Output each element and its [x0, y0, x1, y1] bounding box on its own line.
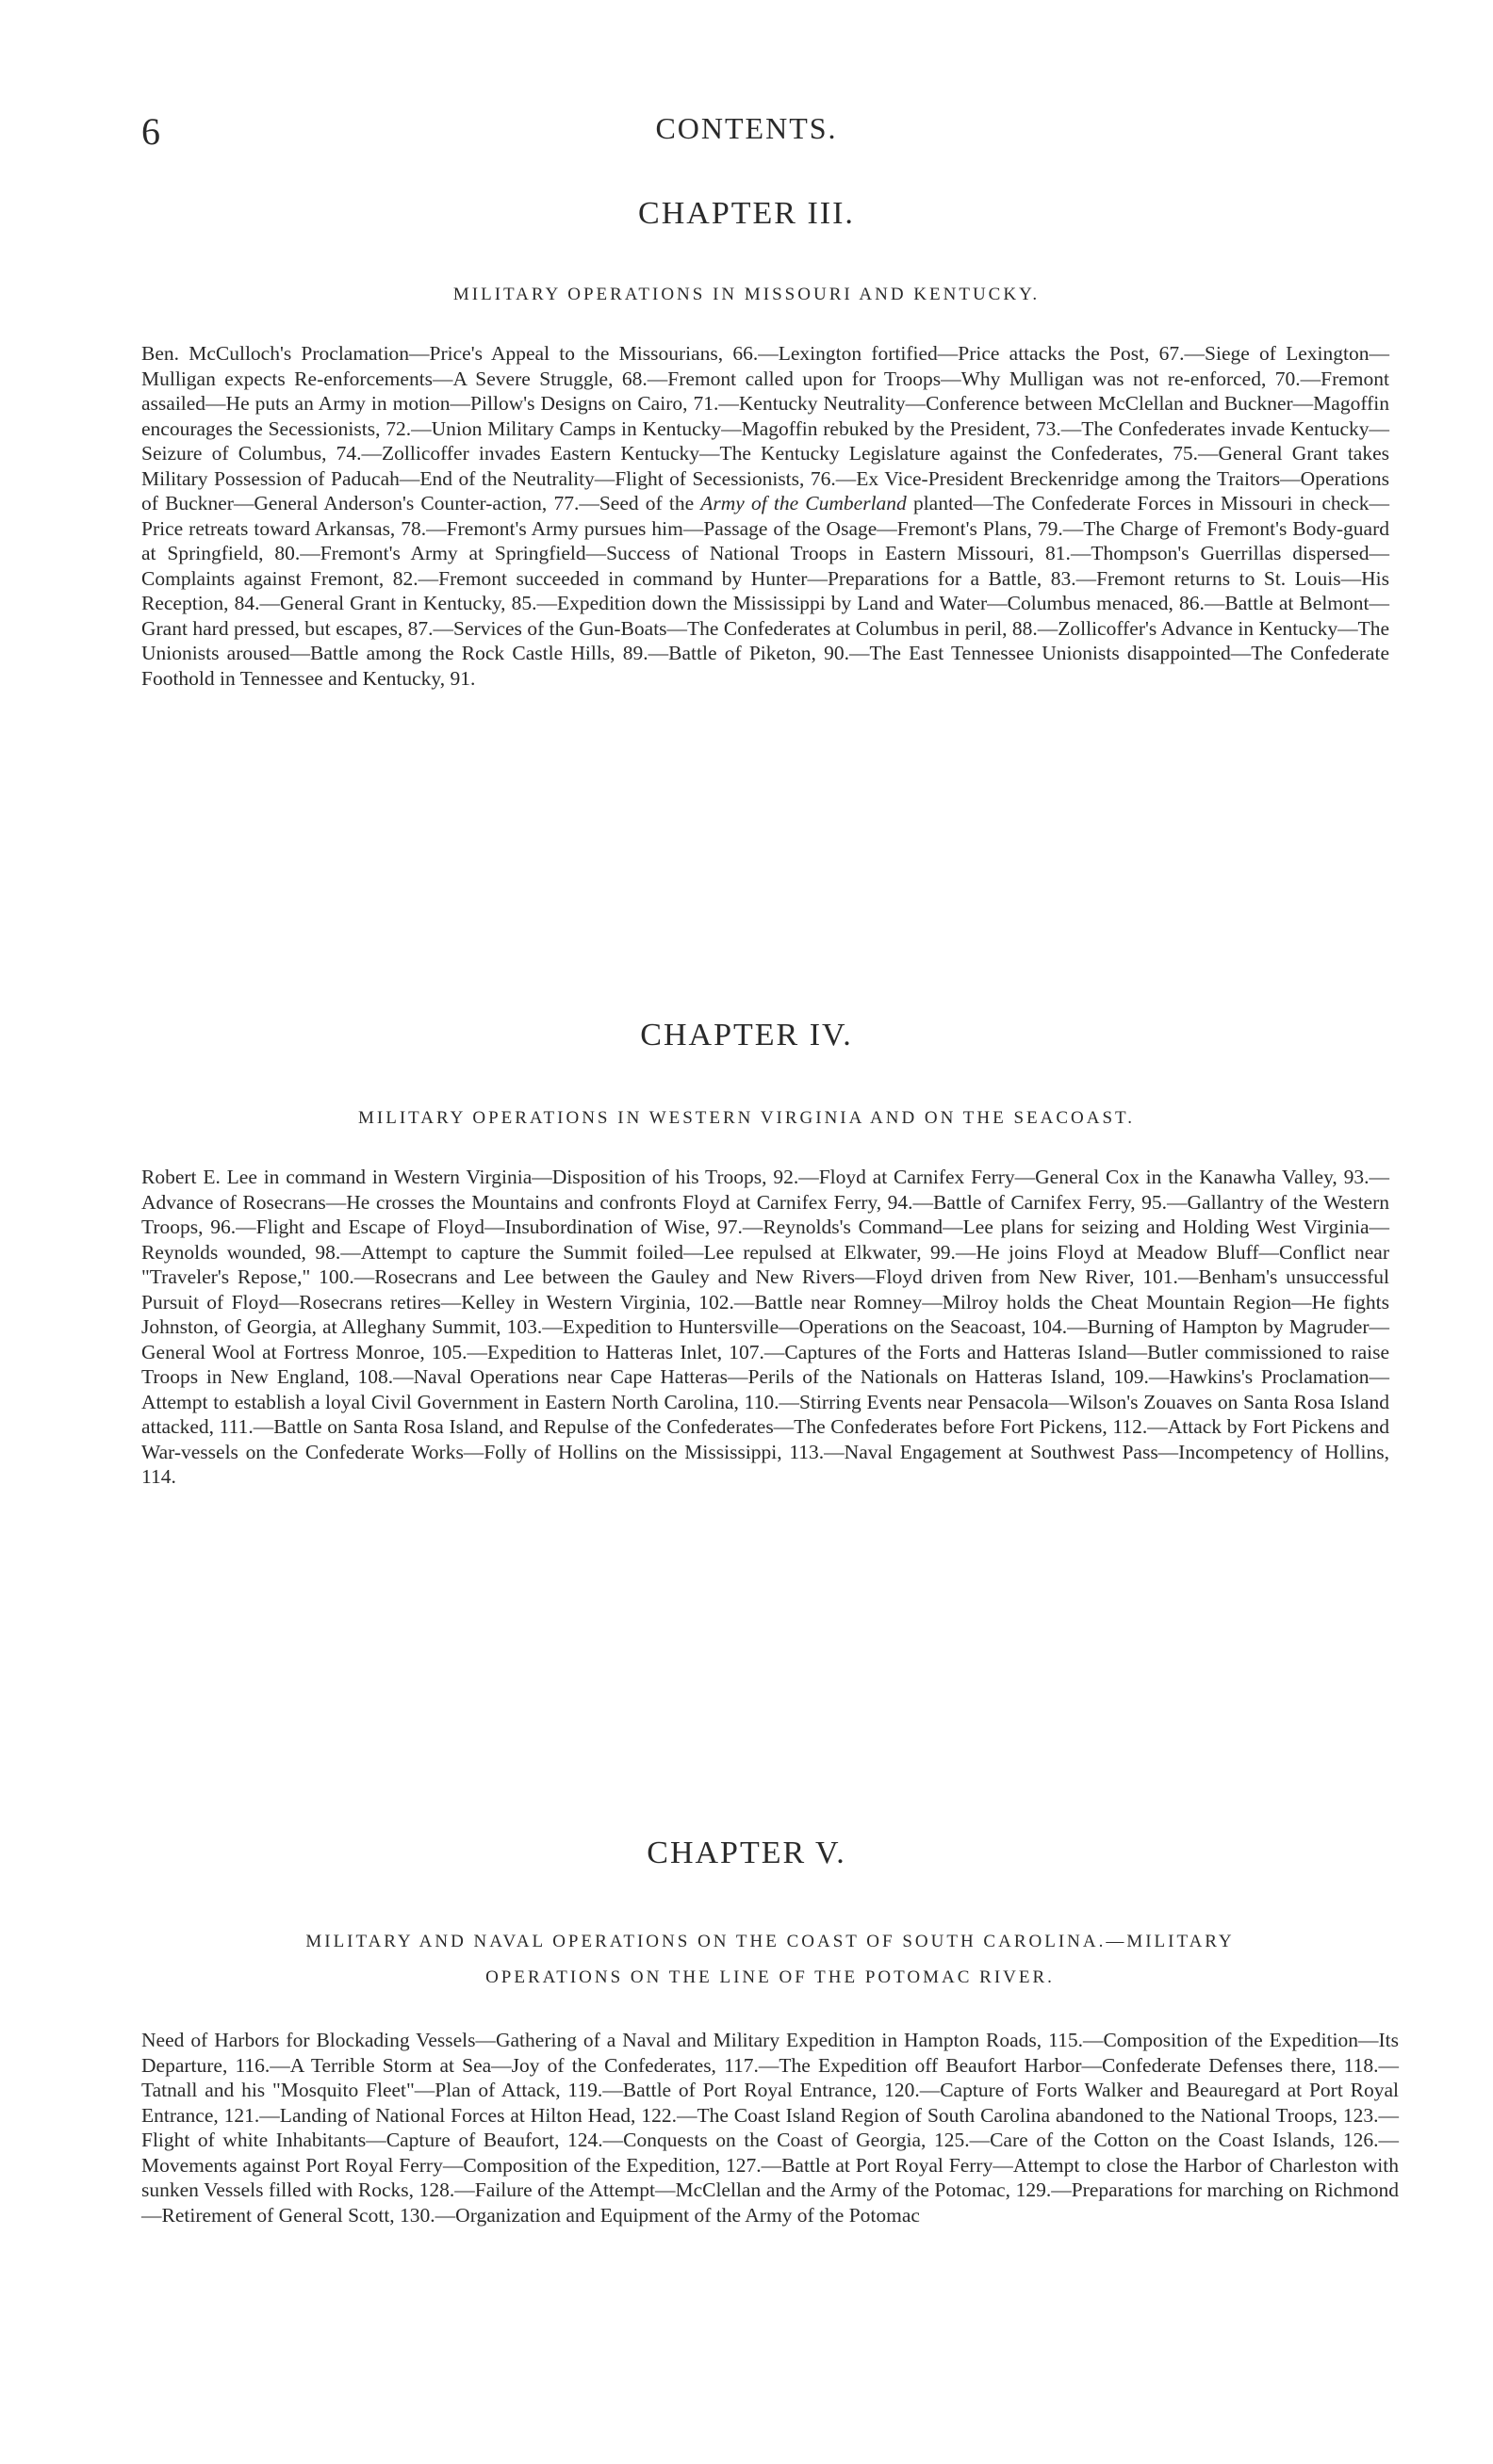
chapter-summary: Robert E. Lee in command in Western Virginia—Disposition of his Troops, 92.—Floyd at Carnifex Ferry—General Cox in the Kanawha Valley, 93.—Advance of Rosecrans—He crosses the Mountains and confronts Floyd at Carnifex Ferry, 94.—Battle of Carnifex Ferry, 95.—Gallantry of the Western Troops, 96.—Flight and Escape of Floyd—Insubordination of Wise, 97.—Reynolds's Command—Lee plans for seizing and Holding West Virginia—Reynolds wounded, 98.—Attempt to capture the Summit foiled—Lee repulsed at Elkwater, 99.—He joins Floyd at Meadow Bluff—Conflict near "Traveler's Repose," 100.—Rosecrans and Lee between the Gauley and New Rivers—Floyd driven from New River, 101.—Benham's unsuccessful Pursuit of Floyd—Rosecrans retires—Kelley in Western Virginia, 102.—Battle near Romney—Milroy holds the Cheat Mountain Region—He fights Johnston, of Georgia, at Alleghany Summit, 103.—Expedition to Huntersville—Operations on the Seacoast, 104.—Burning of Hampton by Magruder—General Wool at Fortress Monroe, 105.—Expedition to Hatteras Inlet, 107.—Captures of the Forts and Hatteras Island—Butler commissioned to raise Troops in New England, 108.—Naval Operations near Cape Hatteras—Perils of the Nationals on Hatteras Island, 109.—Hawkins's Proclamation—Attempt to establish a loyal Civil Government in Eastern North Carolina, 110.—Stirring Events near Pensacola—Wilson's Zouaves on Santa Rosa Island attacked, 111.—Battle on Santa Rosa Island, and Repulse of the Confederates—The Confederates before Fort Pickens, 112.—Attack by Fort Pickens and War-vessels on the Confederate Works—Folly of Hollins on the Mississippi, 113.—Naval Engagement at Southwest Pass—Incompetency of Hollins, 114.: [141, 1166, 1389, 1488]
chapter-subtitle-line: MILITARY AND NAVAL OPERATIONS ON THE COAST OF SOUTH CAROLINA.—MILITARY: [305, 1932, 1235, 1951]
chapter-subtitle: [141, 1924, 1399, 1996]
chapter-summary: [141, 341, 1389, 691]
chapter-summary-italic: Army of the Cumberland: [700, 492, 907, 514]
running-head: CONTENTS.: [655, 111, 838, 145]
chapter-title: CHAPTER V.: [647, 1836, 846, 1870]
chapter-summary-text: planted—The Confederate Forces in Missouri in check—Price retreats toward Arkansas, 78.—Fremont's Army pursues him—Passage of the Osage—Fremont's Plans, 79.—The Charge of Fremont's Body-guard at Springfield, 80.—Fremont's Army at Springfield—Success of National Troops in Eastern Missouri, 81.—Thompson's Guerrillas dispersed—Complaints against Fremont, 82.—Fremont succeeded in command by Hunter—Preparations for a Battle, 83.—Fremont returns to St. Louis—His Reception, 84.—General Grant in Kentucky, 85.—Expedition down the Mississippi by Land and Water—Columbus menaced, 86.—Battle at Belmont—Grant hard pressed, but escapes, 87.—Services of the Gun-Boats—The Confederates at Columbus in peril, 88.—Zollicoffer's Advance in Kentucky—The Unionists aroused—Battle among the Rock Castle Hills, 89.—Battle of Piketon, 90.—The East Tennessee Unionists disappointed—The Confederate Foothold in Tennessee and Kentucky, 91.: [141, 492, 1389, 690]
page-number: 6: [141, 110, 160, 153]
chapter-subtitle-line: OPERATIONS ON THE LINE OF THE POTOMAC RIVER.: [485, 1967, 1055, 1987]
chapter-subtitle: MILITARY OPERATIONS IN WESTERN VIRGINIA AND ON THE SEACOAST.: [358, 1108, 1135, 1128]
chapter-subtitle: MILITARY OPERATIONS IN MISSOURI AND KENTUCKY.: [452, 285, 1041, 304]
chapter-summary-text: Ben. McCulloch's Proclamation—Price's Appeal to the Missourians, 66.—Lexington fortified—Price attacks the Post, 67.—Siege of Lexington—Mulligan expects Re-enforcements—A Severe Struggle, 68.—Fremont called upon for Troops—Why Mulligan was not re-enforced, 70.—Fremont assailed—He puts an Army in motion—Pillow's Designs on Cairo, 71.—Kentucky Neutrality—Conference between McClellan and Buckner—Magoffin encourages the Secessionists, 72.—Union Military Camps in Kentucky—Magoffin rebuked by the President, 73.—The Confederates invade Kentucky—Seizure of Columbus, 74.—Zollicoffer invades Eastern Kentucky—The Kentucky Legislature against the Confederates, 75.—General Grant takes Military Possession of Paducah—End of the Neutrality—Flight of Secessionists, 76.—Ex Vice-President Breckenridge among the Traitors—Operations of Buckner—General Anderson's Counter-action, 77.—Seed of the: [141, 342, 1389, 514]
chapter-summary: Need of Harbors for Blockading Vessels—Gathering of a Naval and Military Expedition in Hampton Roads, 115.—Composition of the Expedition—Its Departure, 116.—A Terrible Storm at Sea—Joy of the Confederates, 117.—The Expedition off Beaufort Harbor—Confederate Defenses there, 118.—Tatnall and his "Mosquito Fleet"—Plan of Attack, 119.—Battle of Port Royal Entrance, 120.—Capture of Forts Walker and Beauregard at Port Royal Entrance, 121.—Landing of National Forces at Hilton Head, 122.—The Coast Island Region of South Carolina abandoned to the National Troops, 123.—Flight of white Inhabitants—Capture of Beaufort, 124.—Conquests on the Coast of Georgia, 125.—Care of the Cotton on the Coast Islands, 126.—Movements against Port Royal Ferry—Composition of the Expedition, 127.—Battle at Port Royal Ferry—Attempt to close the Harbor of Charleston with sunken Vessels filled with Rocks, 128.—Failure of the Attempt—McClellan and the Army of the Potomac, 129.—Preparations for marching on Richmond—Retirement of General Scott, 130.—Organization and Equipment of the Army of the Potomac: [141, 2029, 1399, 2227]
chapter-title: CHAPTER III.: [638, 196, 855, 231]
chapter-title: CHAPTER IV.: [640, 1018, 853, 1053]
